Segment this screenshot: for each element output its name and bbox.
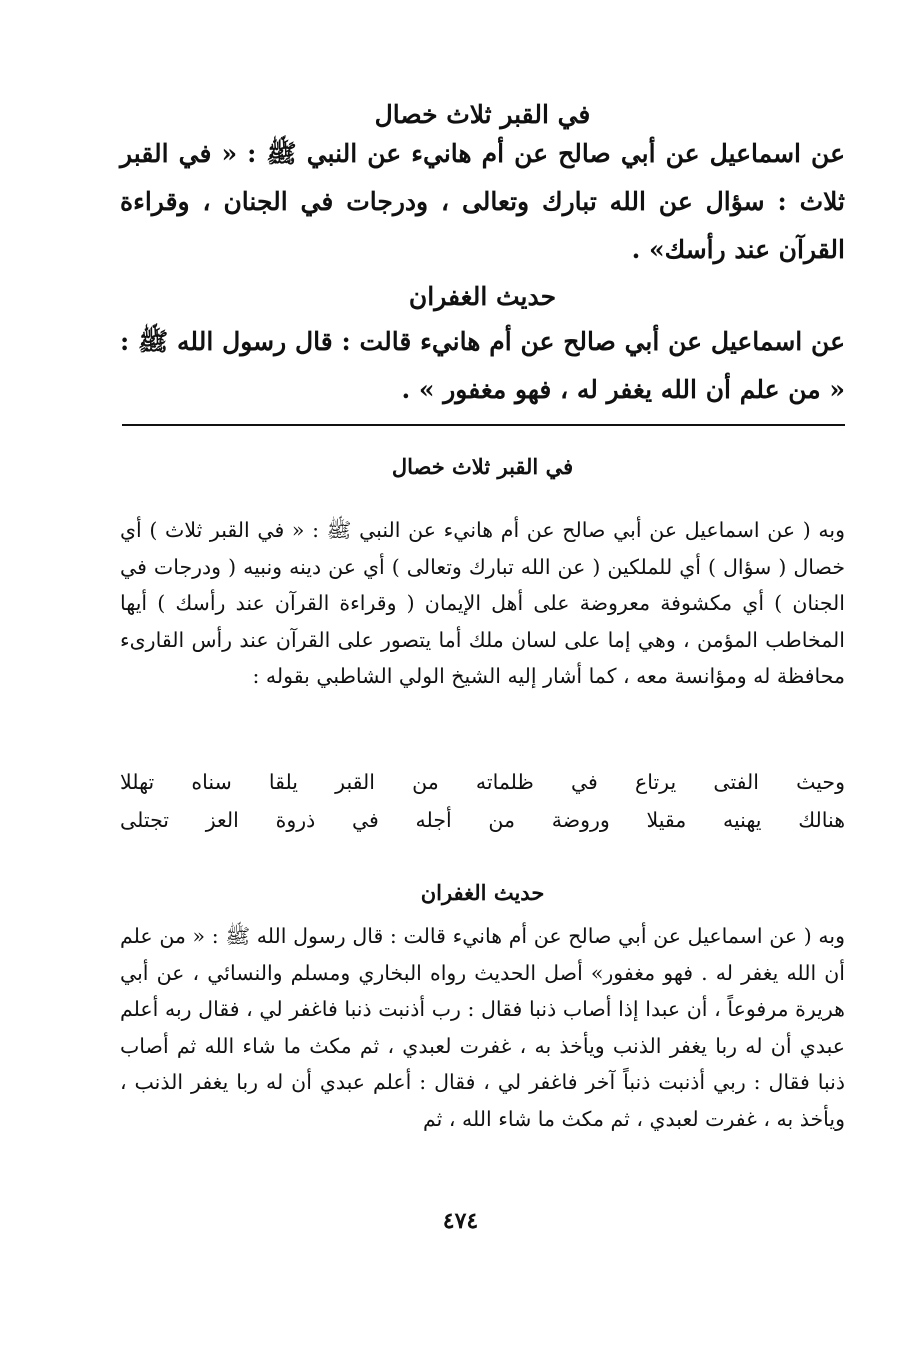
verse-word: العز xyxy=(205,808,239,832)
verse-word: في xyxy=(351,808,379,832)
sharh-section2-title: حديث الغفران xyxy=(420,880,545,905)
verse-word: وروضة xyxy=(551,808,610,832)
verse-word: ذروة xyxy=(275,808,316,832)
verse-word: يهنيه xyxy=(723,808,762,832)
verse-word: أجله xyxy=(415,808,452,832)
matn-section2-text: عن اسماعيل عن أبي صالح عن أم هانيء قالت : قال رسول الله ﷺ : « من علم أن الله يغفر له ، فهو مغفور » . xyxy=(120,327,845,404)
verse-word: ظلماته xyxy=(475,770,534,794)
sharh-section1-title: في القبر ثلاث خصال xyxy=(391,454,574,479)
sharh-section2-body xyxy=(120,918,845,1137)
verse-word: تهللا xyxy=(120,770,155,794)
poem-verse-line-2 xyxy=(120,808,845,832)
verse-word: مقيلا xyxy=(646,808,687,832)
matn-section2-title: حديث الغفران xyxy=(408,282,557,311)
matn-section1-title: في القبر ثلاث خصال xyxy=(374,100,591,129)
verse-word: في xyxy=(570,770,598,794)
verse-word: القبر xyxy=(335,770,375,794)
verse-word: هنالك xyxy=(798,808,845,832)
verse-word: تجتلى xyxy=(120,808,170,832)
verse-word: يرتاع xyxy=(635,770,677,794)
page-number: ٤٧٤ xyxy=(442,1208,479,1234)
sharh-section1-text: وبه ( عن اسماعيل عن أبي صالح عن أم هانيء عن النبي ﷺ : « في القبر ثلاث ) أي خصال ( سؤال ) أي للملكين ( عن الله تبارك وتعالى ) أي عن دينه ونبيه ( ودرجات في الجنان ) أي مكشوفة معروضة على أهل الإيمان ( وقراءة القرآن عند رأسك ) أيها المخاطب المؤمن ، وهي إما على لسان ملك أما يتصور على القرآن عند رأس القارىء محافظة له ومؤانسة معه ، كما أشار إليه الشيخ الولي الشاطبي بقوله : xyxy=(120,518,845,688)
verse-word: وحيث xyxy=(796,770,845,794)
matn-section2-body xyxy=(120,318,845,414)
verse-word: الفتى xyxy=(713,770,759,794)
sharh-section2-text: وبه ( عن اسماعيل عن أبي صالح عن أم هانيء قالت : قال رسول الله ﷺ : « من علم أن الله يغفر له . فهو مغفور» أصل الحديث رواه البخاري ومسلم والنسائي ، عن أبي هريرة مرفوعاً ، أن عبدا إذا أصاب ذنبا فقال : رب أذنبت ذنبا فاغفر لي ، فقال ربه أعلم عبدي أن له ربا يغفر الذنب ويأخذ به ، غفرت لعبدي ، ثم مكث ما شاء الله ثم أصاب ذنبا فقال : ربي أذنبت ذنباً آخر فاغفر لي ، فقال : أعلم عبدي أن له ربا يغفر الذنب ، ويأخذ به ، غفرت لعبدي ، ثم مكث ما شاء الله ، ثم xyxy=(120,924,845,1131)
verse-word: يلقا xyxy=(268,770,299,794)
verse-word: من xyxy=(488,808,515,832)
matn-section1-text: عن اسماعيل عن أبي صالح عن أم هانيء عن النبي ﷺ : « في القبر ثلاث : سؤال عن الله تبارك وتعالى ، ودرجات في الجنان ، وقراءة القرآن عند رأسك» . xyxy=(120,139,845,264)
separator-line xyxy=(122,424,845,426)
verse-word: سناه xyxy=(191,770,232,794)
sharh-section1-body xyxy=(120,512,845,695)
verse-word: من xyxy=(412,770,439,794)
matn-section1-body xyxy=(120,130,845,274)
poem-verse-line-1 xyxy=(120,770,845,794)
